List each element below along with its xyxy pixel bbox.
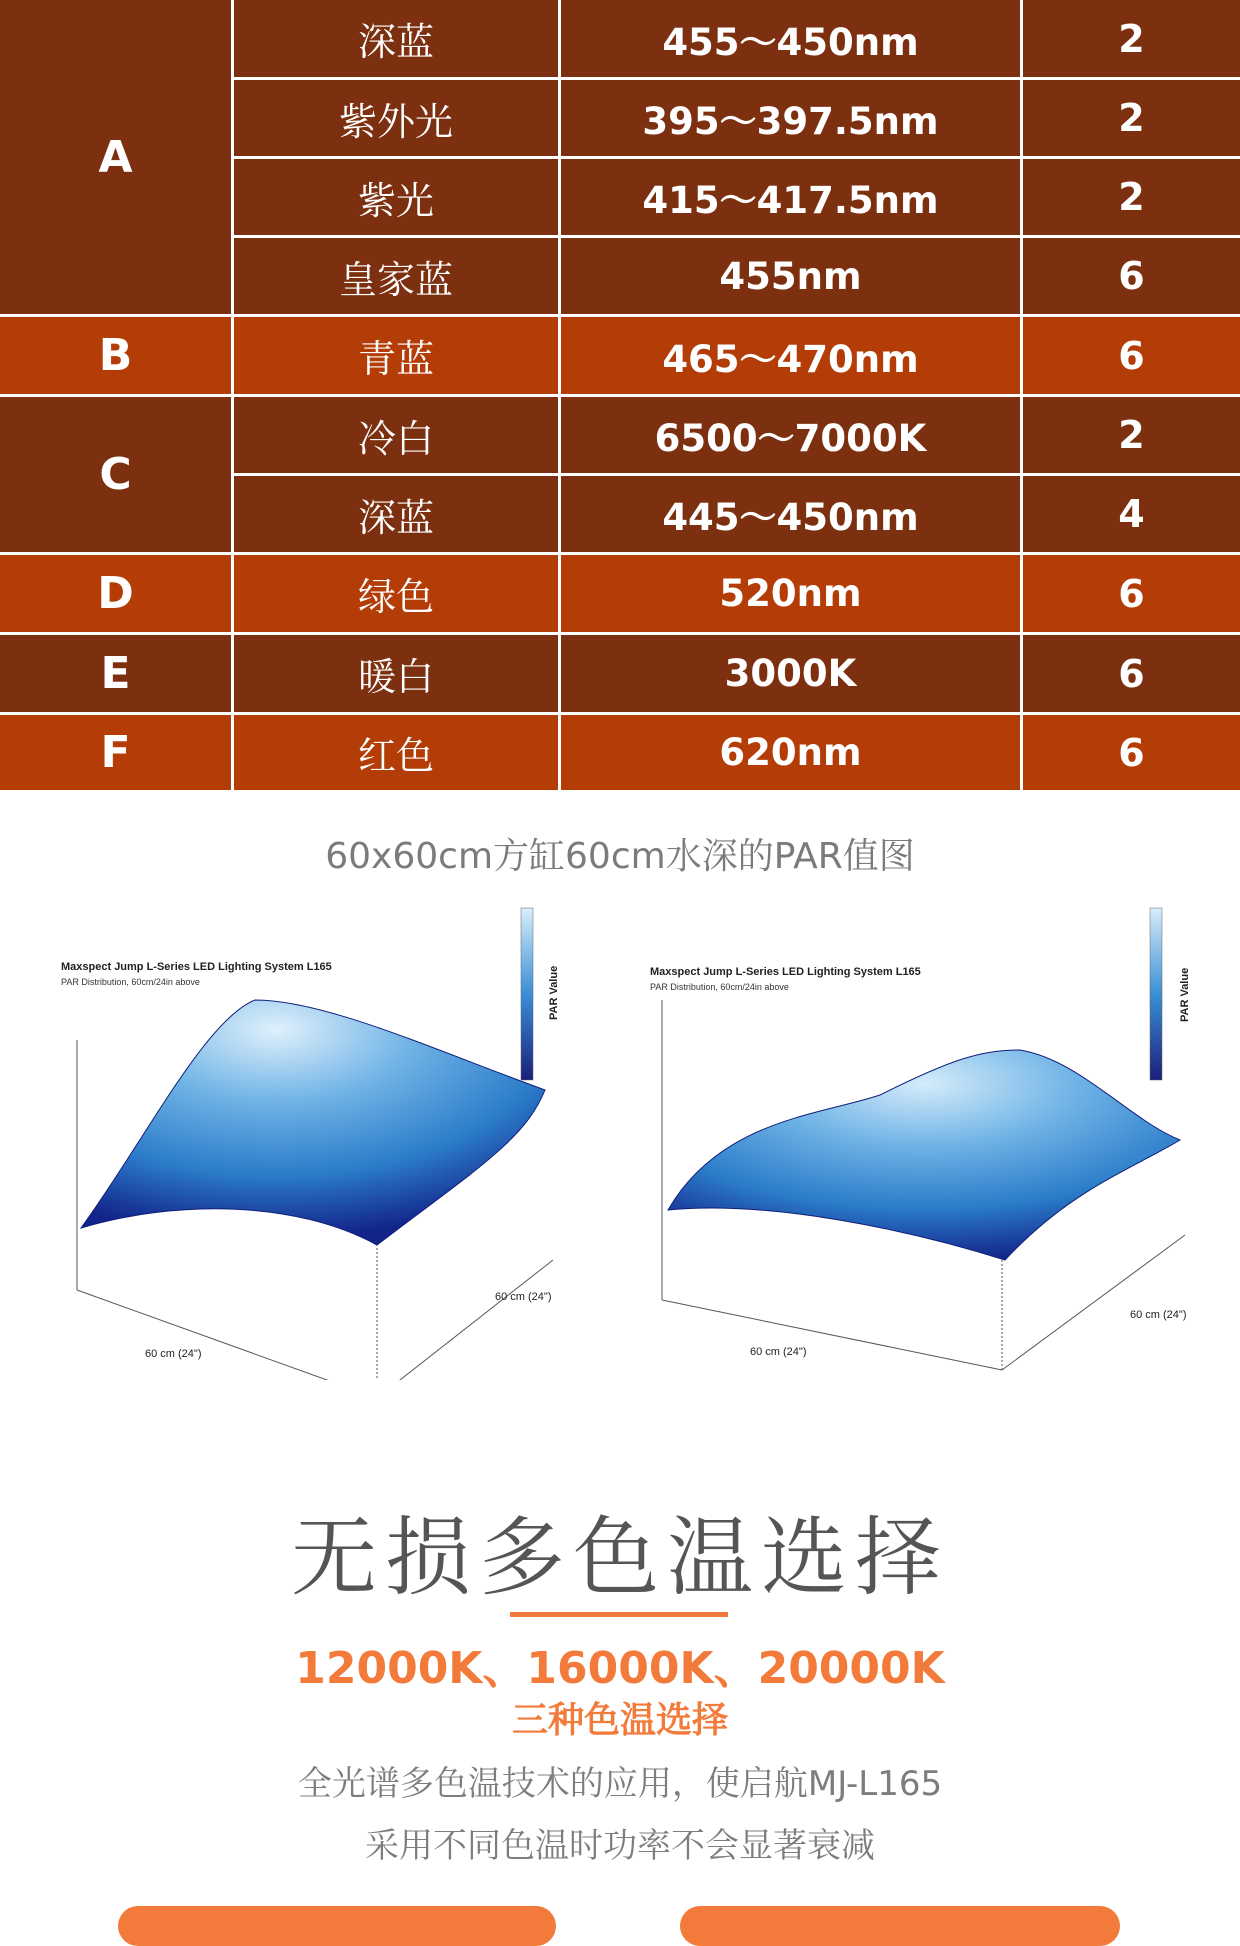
count-cell: 6 [1023,635,1240,712]
par-surface [668,1050,1180,1260]
led-spec-table [0,0,1240,790]
wavelength-cell: 465～470nm [561,317,1020,394]
plot-title: Maxspect Jump L-Series LED Lighting System L165 [650,966,921,978]
wavelength-cell: 455nm [561,238,1020,314]
count-cell: 2 [1023,397,1240,473]
wavelength-cell: 520nm [561,555,1020,632]
wavelength-cell: 6500～7000K [561,397,1020,473]
plot-subtitle: PAR Distribution, 60cm/24in above [61,977,200,987]
group-e: E [0,635,231,712]
wavelength-cell: 415～417.5nm [561,159,1020,235]
colorbar [521,908,533,1080]
wavelength-cell: 620nm [561,715,1020,790]
axis-x-label: 60 cm (24") [145,1348,202,1360]
count-cell: 6 [1023,238,1240,314]
plot-subtitle: PAR Distribution, 60cm/24in above [650,982,789,992]
group-f: F [0,715,231,790]
color-cell: 深蓝 [234,0,558,77]
group-b: B [0,317,231,394]
group-d: D [0,555,231,632]
wavelength-cell: 3000K [561,635,1020,712]
group-c: C [0,397,231,552]
axis-x-label: 60 cm (24") [750,1346,807,1358]
par-surface [81,1000,545,1245]
color-temp-desc-line2: 采用不同色温时功率不会显著衰减 [365,1826,875,1866]
color-temp-desc-line1: 全光谱多色温技术的应用，使启航MJ-L165 [297,1764,943,1804]
count-cell: 4 [1023,476,1240,552]
count-cell: 6 [1023,317,1240,394]
color-cell: 青蓝 [234,317,558,394]
color-cell: 深蓝 [234,476,558,552]
wavelength-cell: 445～450nm [561,476,1020,552]
color-temp-subheading: 三种色温选择 [511,1700,728,1741]
color-cell: 冷白 [234,397,558,473]
count-cell: 6 [1023,555,1240,632]
heading-divider [510,1612,728,1617]
color-cell: 红色 [234,715,558,790]
color-cell: 暖白 [234,635,558,712]
par-plot-2 [650,900,1210,1380]
temp-option-button-right[interactable] [680,1906,1120,1946]
color-cell: 绿色 [234,555,558,632]
color-cell: 皇家蓝 [234,238,558,314]
colorbar [1150,908,1162,1080]
axis-y-label: 60 cm (24") [495,1291,552,1303]
count-cell: 6 [1023,715,1240,790]
colorbar-label: PAR Value [1179,967,1191,1022]
color-temp-options: 12000K、16000K、20000K [295,1643,945,1694]
color-temp-heading: 无损多色温选择 [291,1508,949,1608]
wavelength-cell: 455～450nm [561,0,1020,77]
color-cell: 紫光 [234,159,558,235]
plot-title: Maxspect Jump L-Series LED Lighting System L165 [61,961,332,973]
temp-option-button-left[interactable] [118,1906,556,1946]
count-cell: 2 [1023,0,1240,77]
par-surface-plot-2 [650,900,1210,1380]
colorbar-label: PAR Value [548,965,560,1020]
group-a: A [0,0,231,314]
count-cell: 2 [1023,159,1240,235]
axis-y-label: 60 cm (24") [1130,1309,1187,1321]
count-cell: 2 [1023,80,1240,156]
par-surface-plot-1 [55,900,575,1380]
wavelength-cell: 395～397.5nm [561,80,1020,156]
par-section-title: 60x60cm方缸60cm水深的PAR值图 [325,836,915,877]
color-cell: 紫外光 [234,80,558,156]
par-plot-1 [55,900,575,1380]
